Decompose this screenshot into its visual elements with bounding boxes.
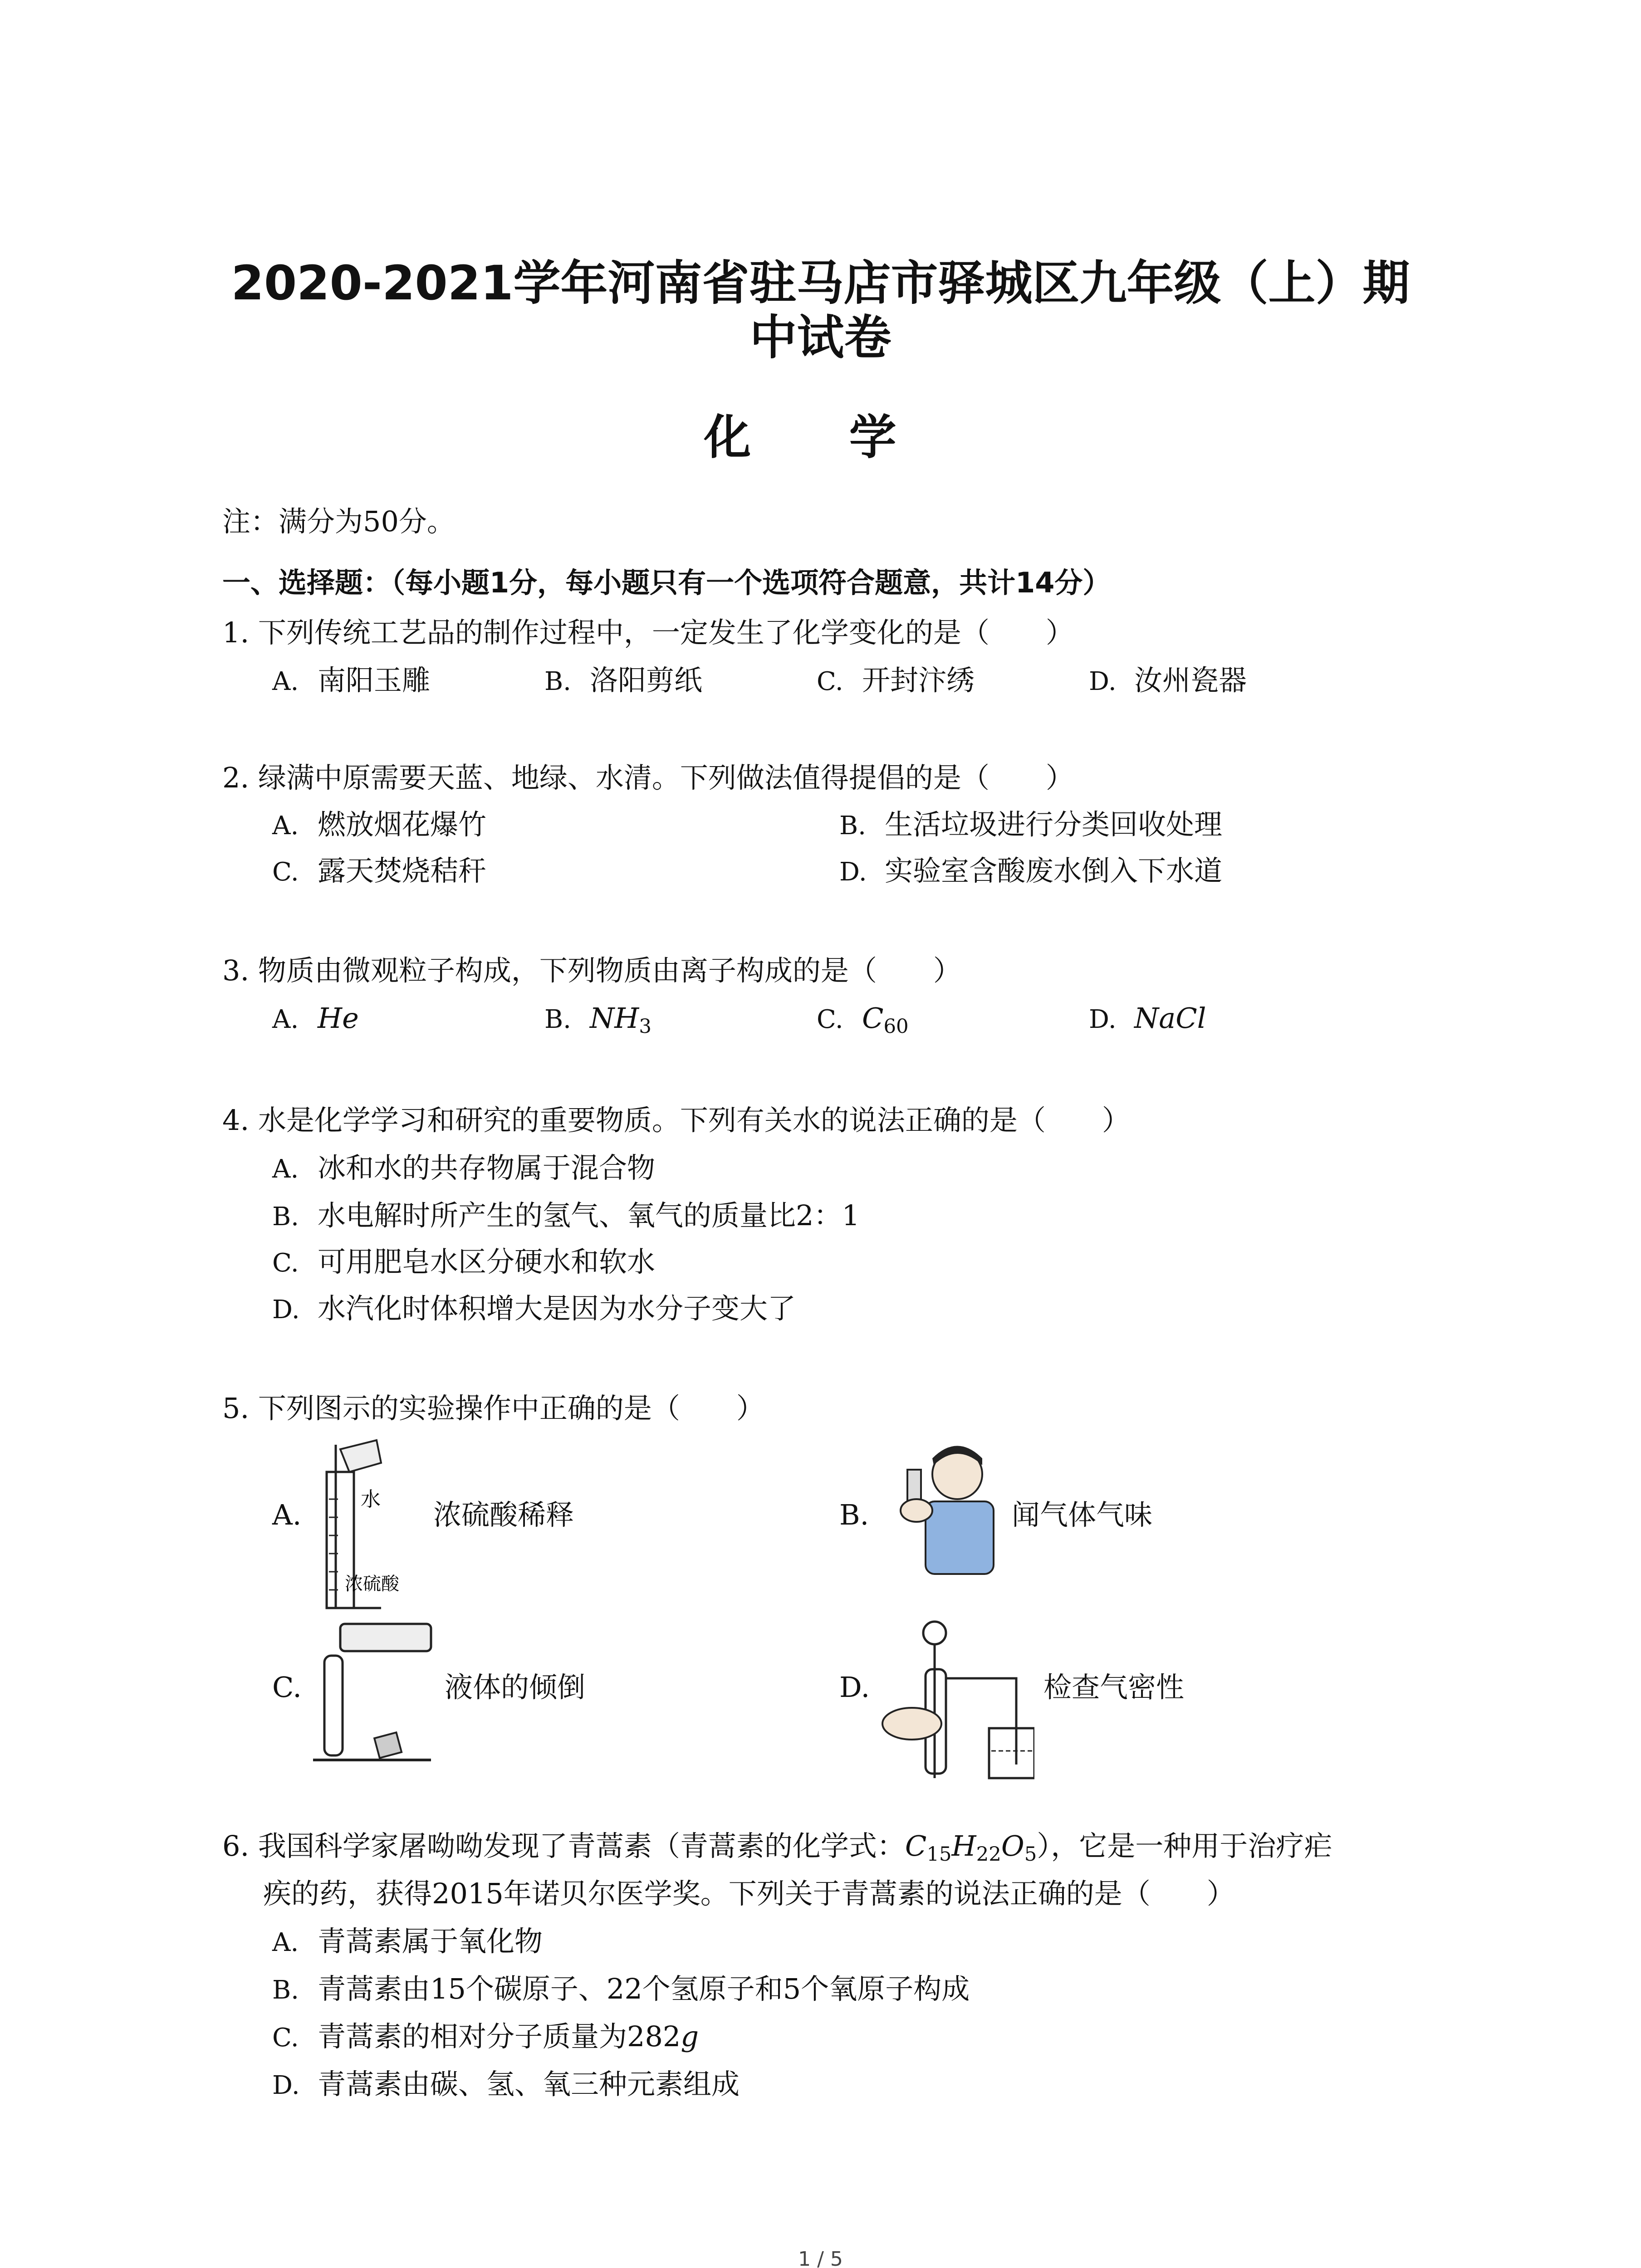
unit-gram: g — [681, 2020, 699, 2053]
option-letter: D. — [1089, 1005, 1117, 1034]
option-text: 青蒿素属于氧化物 — [318, 1925, 543, 1958]
question-6-option-c — [272, 2019, 699, 2056]
option-letter: A. — [272, 1154, 299, 1184]
formula-subscript: 15 — [926, 1843, 952, 1866]
option-text: 燃放烟花爆竹 — [318, 808, 487, 841]
formula-subscript: 5 — [1024, 1843, 1037, 1866]
option-letter: B. — [272, 1975, 299, 2005]
subject-heading: 化 学 — [704, 410, 937, 465]
option-text: 洛阳剪纸 — [590, 664, 703, 697]
label-water: 水 — [361, 1488, 381, 1511]
option-letter: D. — [1089, 667, 1117, 696]
formula-nacl: NaCl — [1134, 1002, 1206, 1035]
stem-text: ），它是一种用于治疗疟 — [1037, 1829, 1332, 1862]
question-3-option-d — [1089, 1000, 1206, 1038]
option-text: 可用肥皂水区分硬水和软水 — [318, 1245, 656, 1278]
question-3-option-b — [544, 1000, 652, 1045]
question-2-option-d — [839, 853, 1222, 890]
question-6-option-a — [272, 1923, 543, 1961]
option-letter: C. — [817, 667, 843, 696]
question-6-option-b — [272, 1971, 970, 2009]
question-6-option-d — [272, 2066, 740, 2104]
page-number: 1 / 5 — [798, 2248, 843, 2268]
test-tube — [324, 1656, 343, 1755]
question-2-option-c — [272, 853, 486, 890]
option-text: 水汽化时体积增大是因为水分子变大了 — [318, 1292, 796, 1325]
formula-subscript: 22 — [976, 1843, 1001, 1866]
hand — [901, 1499, 932, 1522]
smelling-gas-figure — [880, 1433, 1016, 1579]
question-1-option-c — [817, 662, 975, 700]
delivery-tube — [946, 1678, 1016, 1765]
option-text: 冰和水的共存物属于混合物 — [318, 1151, 656, 1184]
question-1-option-b — [544, 662, 702, 700]
option-letter: C. — [817, 1005, 843, 1034]
option-text: 青蒿素由15个碳原子、22个氢原子和5个氧原子构成 — [318, 1972, 970, 2005]
label-concentrated-acid: 浓硫酸 — [345, 1574, 399, 1594]
hand-holding-tube — [882, 1708, 941, 1740]
formula-c: C — [905, 1829, 927, 1862]
question-5-stem: 5. 下列图示的实验操作中正确的是（ ） — [222, 1392, 764, 1425]
exam-title-line1: 2020-2021学年河南省驻马店市驿城区九年级（上）期 — [231, 255, 1410, 311]
question-5-option-c-letter: C. — [272, 1671, 302, 1704]
beaker — [989, 1728, 1034, 1778]
option-letter: D. — [272, 1295, 300, 1325]
question-4-option-c — [272, 1244, 655, 1281]
question-5-option-d-text: 检查气密性 — [1043, 1671, 1185, 1704]
option-letter: C. — [272, 1248, 299, 1278]
option-letter: B. — [272, 1202, 299, 1232]
liquid-pouring-figure — [313, 1615, 440, 1769]
question-4-stem: 4. 水是化学学习和研究的重要物质。下列有关水的说法正确的是（ ） — [222, 1104, 1130, 1137]
question-4-option-b — [272, 1198, 860, 1235]
question-2-option-b — [839, 807, 1222, 844]
score-note: 注：满分为50分。 — [222, 505, 455, 538]
bottle-stopper — [374, 1732, 402, 1758]
airtightness-check-figure — [880, 1615, 1034, 1787]
option-letter: A. — [272, 811, 299, 841]
question-5-option-a-letter: A. — [272, 1498, 302, 1531]
beaker-pouring — [340, 1440, 381, 1472]
option-text: 南阳玉雕 — [318, 664, 431, 697]
option-text: 青蒿素的相对分子质量为282 — [318, 2020, 681, 2053]
section-heading-choice: 一、选择题：（每小题1分，每小题只有一个选项符合题意，共计14分） — [222, 566, 1111, 599]
option-letter: D. — [839, 857, 867, 887]
question-3-stem: 3. 物质由微观粒子构成，下列物质由离子构成的是（ ） — [222, 954, 961, 987]
question-3-option-a — [272, 1000, 359, 1038]
question-1-stem: 1. 下列传统工艺品的制作过程中，一定发生了化学变化的是（ ） — [222, 616, 1074, 649]
acid-dilution-figure — [309, 1436, 445, 1617]
option-text: 青蒿素由碳、氢、氧三种元素组成 — [318, 2068, 740, 2101]
option-letter: B. — [839, 811, 866, 841]
person-shirt — [926, 1501, 994, 1574]
formula-he: He — [318, 1002, 359, 1035]
question-5-option-c-text: 液体的倾倒 — [445, 1671, 586, 1704]
question-2-option-a — [272, 807, 486, 844]
option-text: 开封汴绣 — [862, 664, 975, 697]
question-2-stem: 2. 绿满中原需要天蓝、地绿、水清。下列做法值得提倡的是（ ） — [222, 761, 1074, 794]
question-4-option-a — [272, 1150, 655, 1188]
option-text: 露天焚烧秸秆 — [318, 854, 487, 887]
formula-c60: C — [862, 1002, 884, 1035]
option-text: 水电解时所产生的氢气、氧气的质量比2：1 — [318, 1199, 860, 1232]
formula-o: O — [1001, 1829, 1024, 1862]
question-1-option-d — [1089, 662, 1247, 700]
option-letter: C. — [272, 2023, 299, 2053]
formula-subscript: 3 — [639, 1015, 652, 1038]
option-letter: B. — [544, 1005, 571, 1034]
option-letter: A. — [272, 1928, 299, 1957]
option-letter: A. — [272, 1005, 299, 1034]
option-text: 汝州瓷器 — [1134, 664, 1247, 697]
question-5-option-b-text: 闻气体气味 — [1012, 1498, 1153, 1531]
formula-subscript: 60 — [883, 1015, 909, 1038]
exam-title-line2: 中试卷 — [749, 310, 892, 365]
question-5-option-d-letter: D. — [839, 1671, 870, 1704]
question-4-option-d — [272, 1290, 796, 1328]
option-letter: B. — [544, 667, 571, 696]
reagent-bottle — [340, 1624, 431, 1651]
question-6-stem-line1 — [222, 1828, 1332, 1872]
question-5-option-b-letter: B. — [839, 1498, 869, 1531]
question-3-option-c — [817, 1000, 909, 1045]
option-text: 实验室含酸废水倒入下水道 — [885, 854, 1223, 887]
question-1-option-a — [272, 662, 430, 700]
formula-nh3: NH — [590, 1002, 639, 1035]
option-letter: D. — [272, 2071, 300, 2100]
option-text: 生活垃圾进行分类回收处理 — [885, 808, 1223, 841]
option-letter: C. — [272, 857, 299, 887]
stem-text: 6. 我国科学家屠呦呦发现了青蒿素（青蒿素的化学式： — [222, 1829, 905, 1862]
question-6-stem-line2: 疾的药，获得2015年诺贝尔医学奖。下列关于青蒿素的说法正确的是（ ） — [263, 1877, 1235, 1910]
option-letter: A. — [272, 667, 299, 696]
funnel-bulb — [923, 1622, 946, 1644]
question-5-option-a-text: 浓硫酸稀释 — [433, 1498, 574, 1531]
formula-h: H — [951, 1829, 976, 1862]
